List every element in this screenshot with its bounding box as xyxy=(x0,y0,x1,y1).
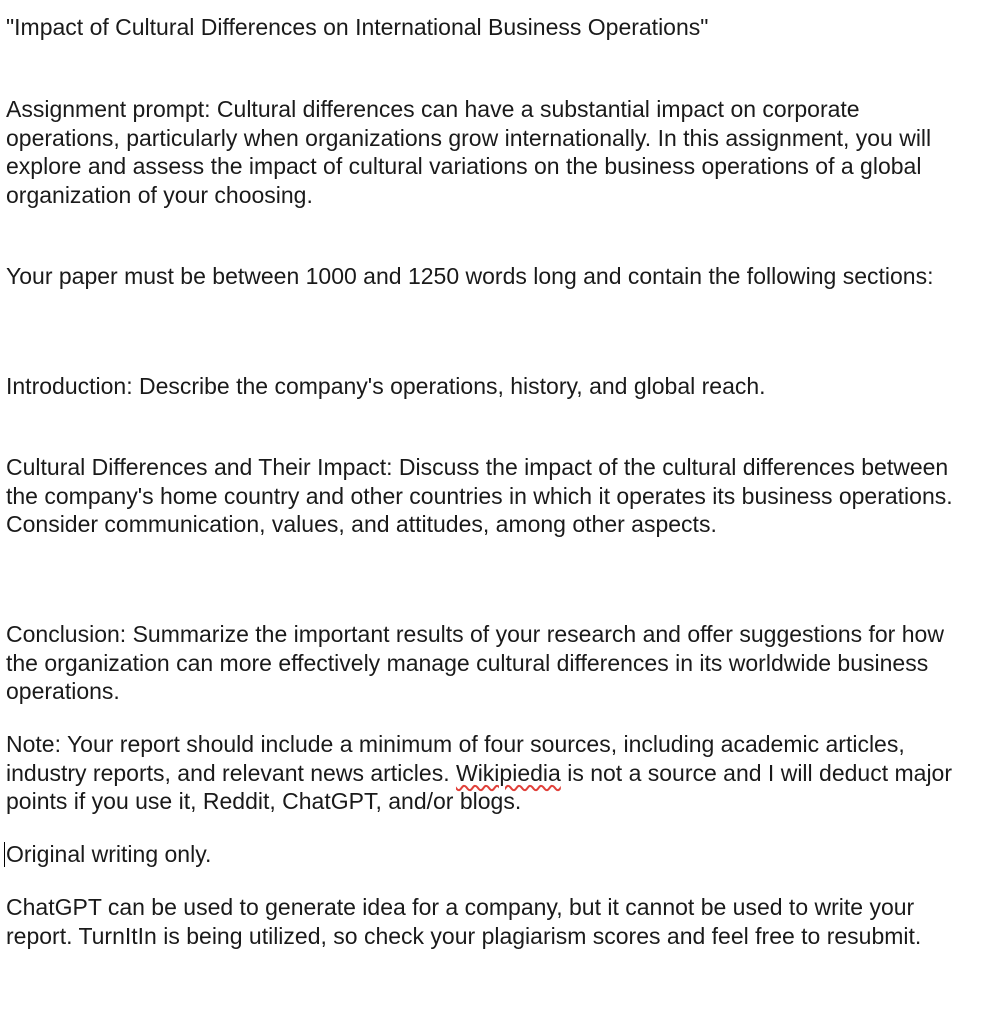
note-text-before: Note: Your report should include a minimum of four sources, including academic articles, industry reports, and relevant news articles. xyxy=(6,731,905,786)
original-writing-paragraph xyxy=(6,840,971,869)
conclusion-section-paragraph: Conclusion: Summarize the important results of your research and offer suggestions for how the organization can more effectively manage cultural differences in its worldwide business operations. xyxy=(6,621,944,705)
misspelled-word[interactable]: Wikipiedia xyxy=(455,759,561,786)
original-writing-text: Original writing only. xyxy=(6,841,212,867)
note-paragraph xyxy=(6,730,971,816)
cultural-differences-section-paragraph: Cultural Differences and Their Impact: Discuss the impact of the cultural differences between the company's home country and other countries in which it operates its business operations. Consider communication, values, and attitudes, among other aspects. xyxy=(6,454,953,538)
assignment-prompt-paragraph: Assignment prompt: Cultural differences can have a substantial impact on corporate operations, particularly when organizations grow internationally. In this assignment, you will explore and assess the impact of cultural variations on the business operations of a global organization of your choosing. xyxy=(6,96,932,208)
length-requirement-paragraph: Your paper must be between 1000 and 1250 words long and contain the following sections: xyxy=(6,263,934,289)
document-title: "Impact of Cultural Differences on International Business Operations" xyxy=(6,14,709,40)
chatgpt-policy-paragraph: ChatGPT can be used to generate idea for a company, but it cannot be used to write your report. TurnItIn is being utilized, so check your plagiarism scores and feel free to resubmit. xyxy=(6,894,922,949)
text-cursor xyxy=(4,842,5,867)
introduction-section-paragraph: Introduction: Describe the company's operations, history, and global reach. xyxy=(6,373,766,399)
note-text-after: is not a source and I will deduct major points if you use it, Reddit, ChatGPT, and/or blogs. xyxy=(6,759,953,815)
